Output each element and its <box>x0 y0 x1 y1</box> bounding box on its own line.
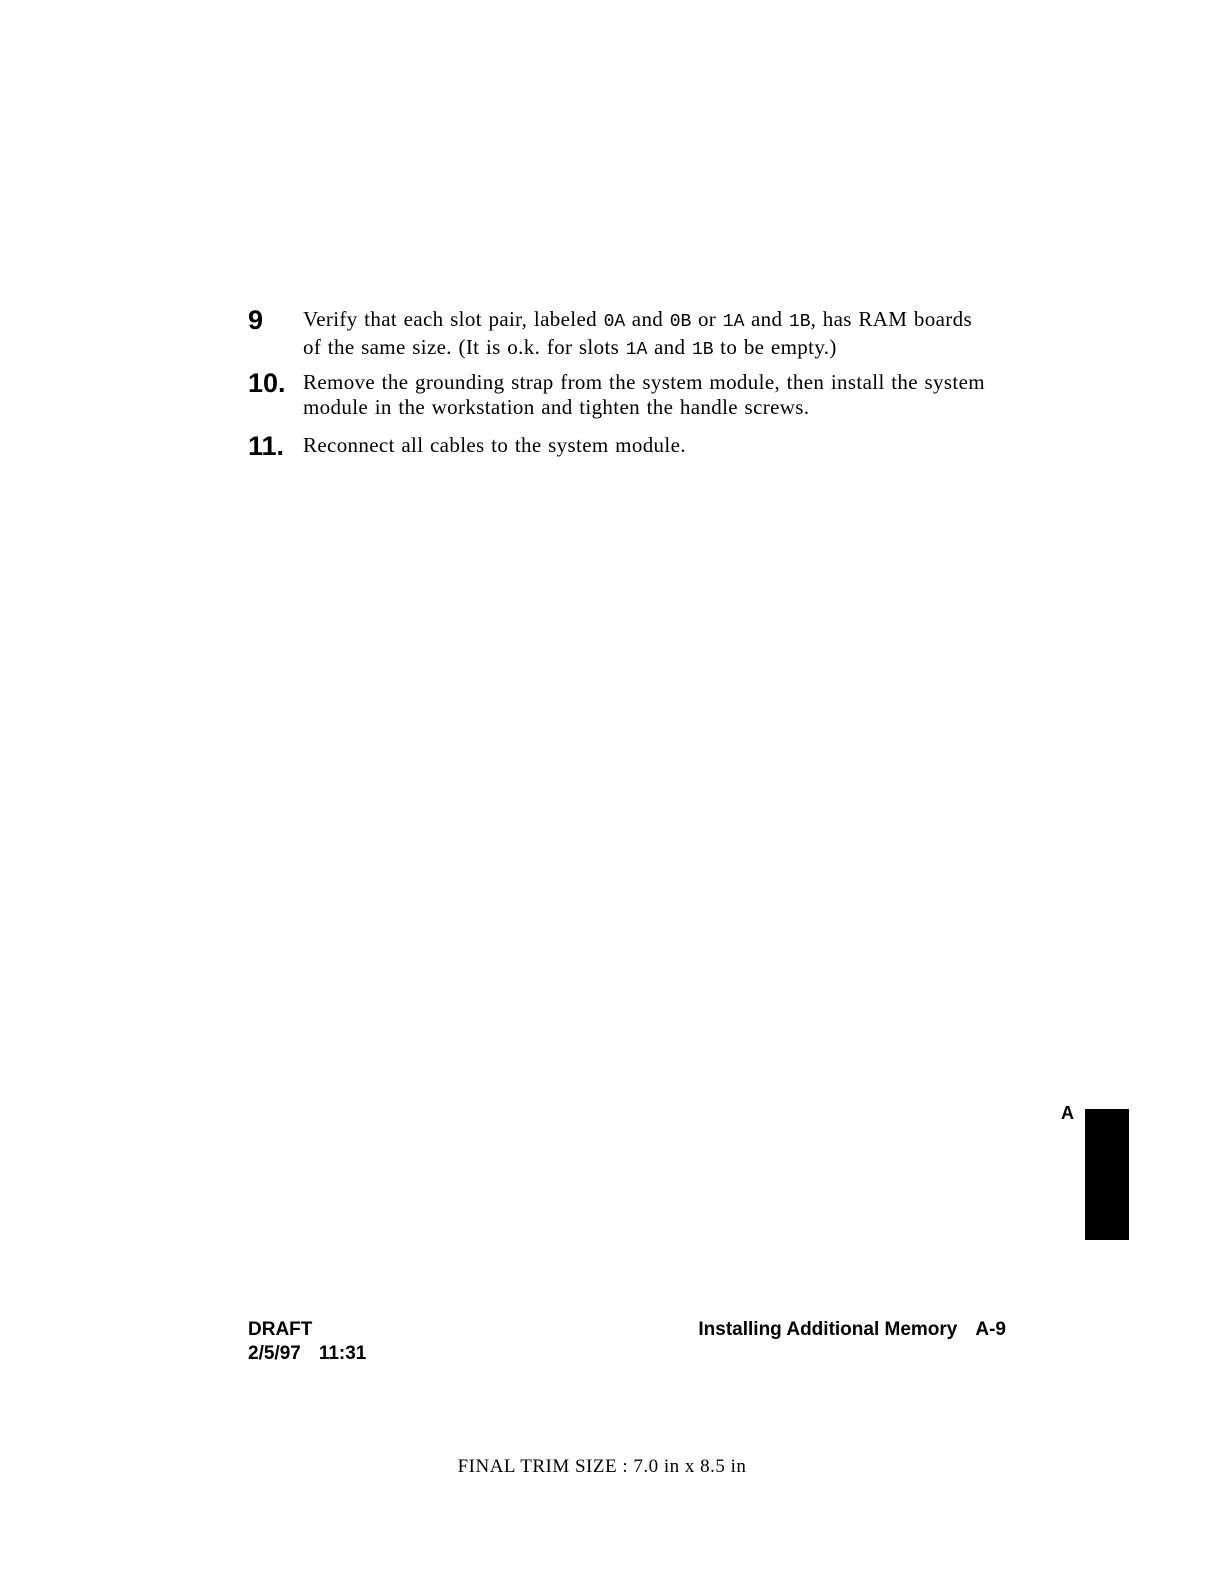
step-text: Remove the grounding strap from the system module, then install the system module in the workstation and tighten the handle screws. <box>303 370 985 419</box>
running-footer <box>698 1318 1006 1342</box>
step-number: 9 <box>248 305 264 335</box>
draft-date: 2/5/97 <box>248 1343 301 1364</box>
draft-time: 11:31 <box>318 1343 367 1364</box>
slot-label: 1A <box>625 340 648 360</box>
page-number: A-9 <box>975 1319 1006 1340</box>
trim-size-note: FINAL TRIM SIZE : 7.0 in x 8.5 in <box>457 1456 747 1477</box>
step-number: 10. <box>248 368 286 398</box>
slot-label: 1B <box>788 312 811 332</box>
slot-label: 0A <box>603 312 626 332</box>
slot-label: 0B <box>669 312 692 332</box>
slot-label: 1A <box>722 312 745 332</box>
draft-timestamp <box>248 1342 366 1366</box>
step-text: Verify that each slot pair, labeled 0A and 0B or 1A and 1B, has RAM boards of the same size. (It is o.k. for slots 1A and 1B to be empty.) <box>303 307 972 360</box>
step-number: 11. <box>248 431 285 461</box>
slot-label: 1B <box>691 340 714 360</box>
step-text: Reconnect all cables to the system module. <box>303 433 686 457</box>
section-title: Installing Additional Memory <box>698 1319 958 1340</box>
section-tab-marker <box>1085 1109 1129 1240</box>
section-tab-letter: A <box>1061 1103 1074 1123</box>
draft-stamp <box>248 1318 366 1366</box>
draft-label: DRAFT <box>248 1319 313 1340</box>
